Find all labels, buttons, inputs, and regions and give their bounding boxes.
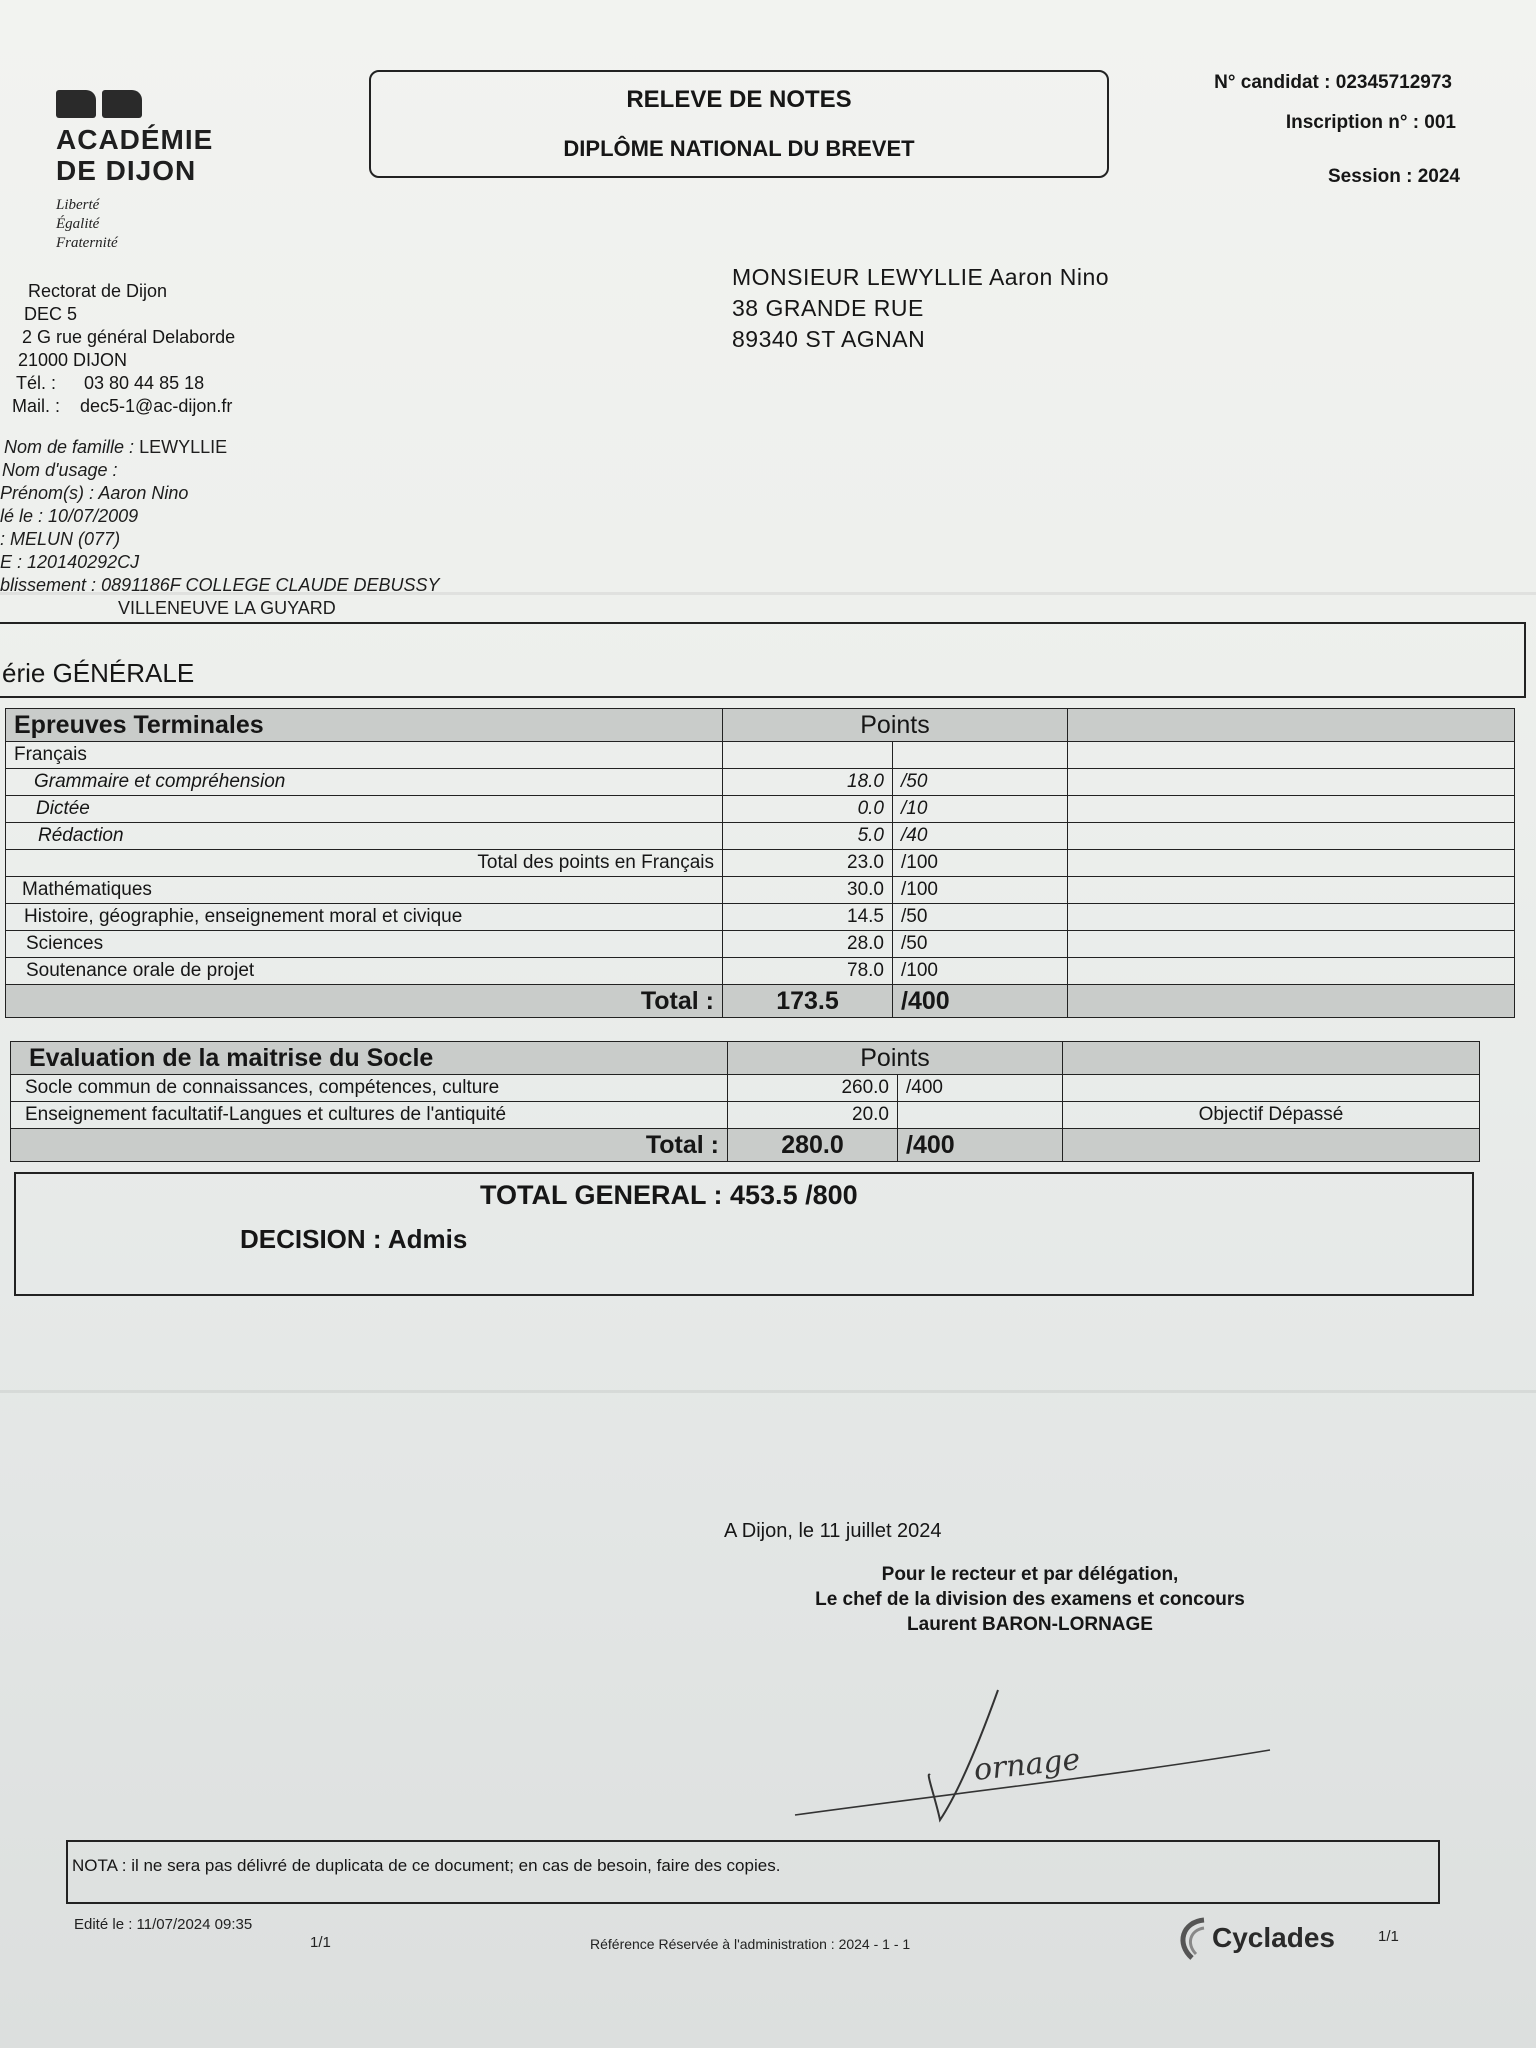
decision: DECISION : Admis [240, 1224, 468, 1254]
total-row: Total : 280.0 /400 [11, 1129, 1480, 1162]
table-header [11, 1042, 1480, 1075]
student-info: Nom de famille : LEWYLLIE Nom d'usage : Prénom(s) : Aaron Nino lé le : 10/07/2009 : MELUN (077) E : 120140292CJ blissement : 0891186F COLLEGE CLAUDE DEBUSSY VILLENEUVE LA GUYARD [0, 437, 440, 618]
table-row: Socle commun de connaissances, compétences, culture 260.0 /400 [11, 1075, 1480, 1102]
serie-label: érie GÉNÉRALE [2, 658, 195, 688]
table-row: Enseignement facultatif-Langues et cultures de l'antiquité 20.0 Objectif Dépassé [11, 1102, 1480, 1129]
title-line1: RELEVE DE NOTES [626, 86, 852, 113]
page-number-left: 1/1 [310, 1934, 331, 1951]
socle-title: Evaluation de la maitrise du Socle [11, 1042, 728, 1075]
table-row: Histoire, géographie, enseignement moral et civique 14.5 /50 [6, 904, 1515, 931]
page-number-right: 1/1 [1378, 1928, 1399, 1945]
paper-fold [0, 1390, 1536, 1393]
table-row: Sciences 28.0 /50 [6, 931, 1515, 958]
epreuves-total-score: 173.5 [723, 985, 893, 1018]
socle-table [10, 1041, 1480, 1162]
epreuves-title: Epreuves Terminales [6, 709, 723, 742]
total-row: Total : 173.5 /400 [6, 985, 1515, 1018]
phone-number: 03 80 44 85 18 [84, 373, 205, 393]
francais-section: Français [6, 742, 723, 769]
svg-text:ornage: ornage [972, 1742, 1082, 1788]
table-row: Total des points en Français 23.0 /100 [6, 850, 1515, 877]
table-row: Grammaire et compréhension 18.0 /50 [6, 769, 1515, 796]
points-header: Points [728, 1042, 1063, 1075]
candidate-number: N° candidat : 02345712973 [1214, 72, 1452, 93]
table-row: Soutenance orale de projet 78.0 /100 [6, 958, 1515, 985]
epreuves-table [5, 708, 1515, 1018]
rectorat-address: Rectorat de Dijon DEC 5 2 G rue général Delaborde 21000 DIJON Tél. : 03 80 44 85 18 Mail. : dec5-1@ac-dijon.fr [12, 281, 236, 416]
school: 0891186F COLLEGE CLAUDE DEBUSSY [101, 575, 440, 595]
birth-place: MELUN (077) [10, 529, 121, 549]
document-title-box [369, 70, 1109, 178]
signatory: Pour le recteur et par délégation, Le chef de la division des examens et concours Laurent BARON-LORNAGE [815, 1564, 1245, 1635]
family-name: LEWYLLIE [139, 437, 228, 457]
email-address: dec5-1@ac-dijon.fr [80, 396, 233, 416]
socle-total-score: 280.0 [728, 1129, 898, 1162]
birth-date: 10/07/2009 [48, 506, 139, 526]
edit-date: Edité le : 11/07/2024 09:35 [74, 1916, 253, 1933]
objective-status: Objectif Dépassé [1063, 1102, 1480, 1129]
academie-logo [56, 90, 213, 253]
francais-total-label: Total des points en Français [6, 850, 723, 877]
nota-box [66, 1840, 1440, 1904]
marianne-icon [56, 90, 213, 118]
serie-box [0, 622, 1526, 698]
signature-date: A Dijon, le 11 juillet 2024 [724, 1520, 942, 1542]
academie-line1: ACADÉMIE [56, 124, 214, 155]
school-city: VILLENEUVE LA GUYARD [118, 598, 336, 618]
ine-number: 120140292CJ [27, 552, 140, 572]
table-header [6, 709, 1515, 742]
academie-line2: DE DIJON [56, 155, 197, 186]
recipient-address: MONSIEUR LEWYLLIE Aaron Nino 38 GRANDE RUE 89340 ST AGNAN [732, 264, 1110, 352]
table-row: Rédaction 5.0 /40 [6, 823, 1515, 850]
inscription-number: Inscription n° : 001 [1285, 112, 1456, 133]
table-row [6, 742, 1515, 769]
table-row: Mathématiques 30.0 /100 [6, 877, 1515, 904]
total-general: TOTAL GENERAL : 453.5 /800 [480, 1180, 858, 1210]
nota-text: NOTA : il ne sera pas délivré de duplicata de ce document; en cas de besoin, faire des copies. [72, 1856, 781, 1875]
title-line2: DIPLÔME NATIONAL DU BREVET [563, 136, 915, 161]
table-row: Dictée 0.0 /10 [6, 796, 1515, 823]
first-names: Aaron Nino [98, 483, 189, 503]
motto: Liberté Égalité Fraternité [56, 197, 118, 251]
session: Session : 2024 [1327, 166, 1460, 187]
cyclades-swirl-icon [1174, 1914, 1208, 1962]
result-box [14, 1172, 1474, 1296]
cyclades-logo: Cyclades [1174, 1914, 1335, 1962]
points-header: Points [723, 709, 1068, 742]
admin-reference: Référence Réservée à l'administration : 2024 - 1 - 1 [590, 1936, 911, 1952]
handwritten-signature [790, 1680, 1290, 1830]
